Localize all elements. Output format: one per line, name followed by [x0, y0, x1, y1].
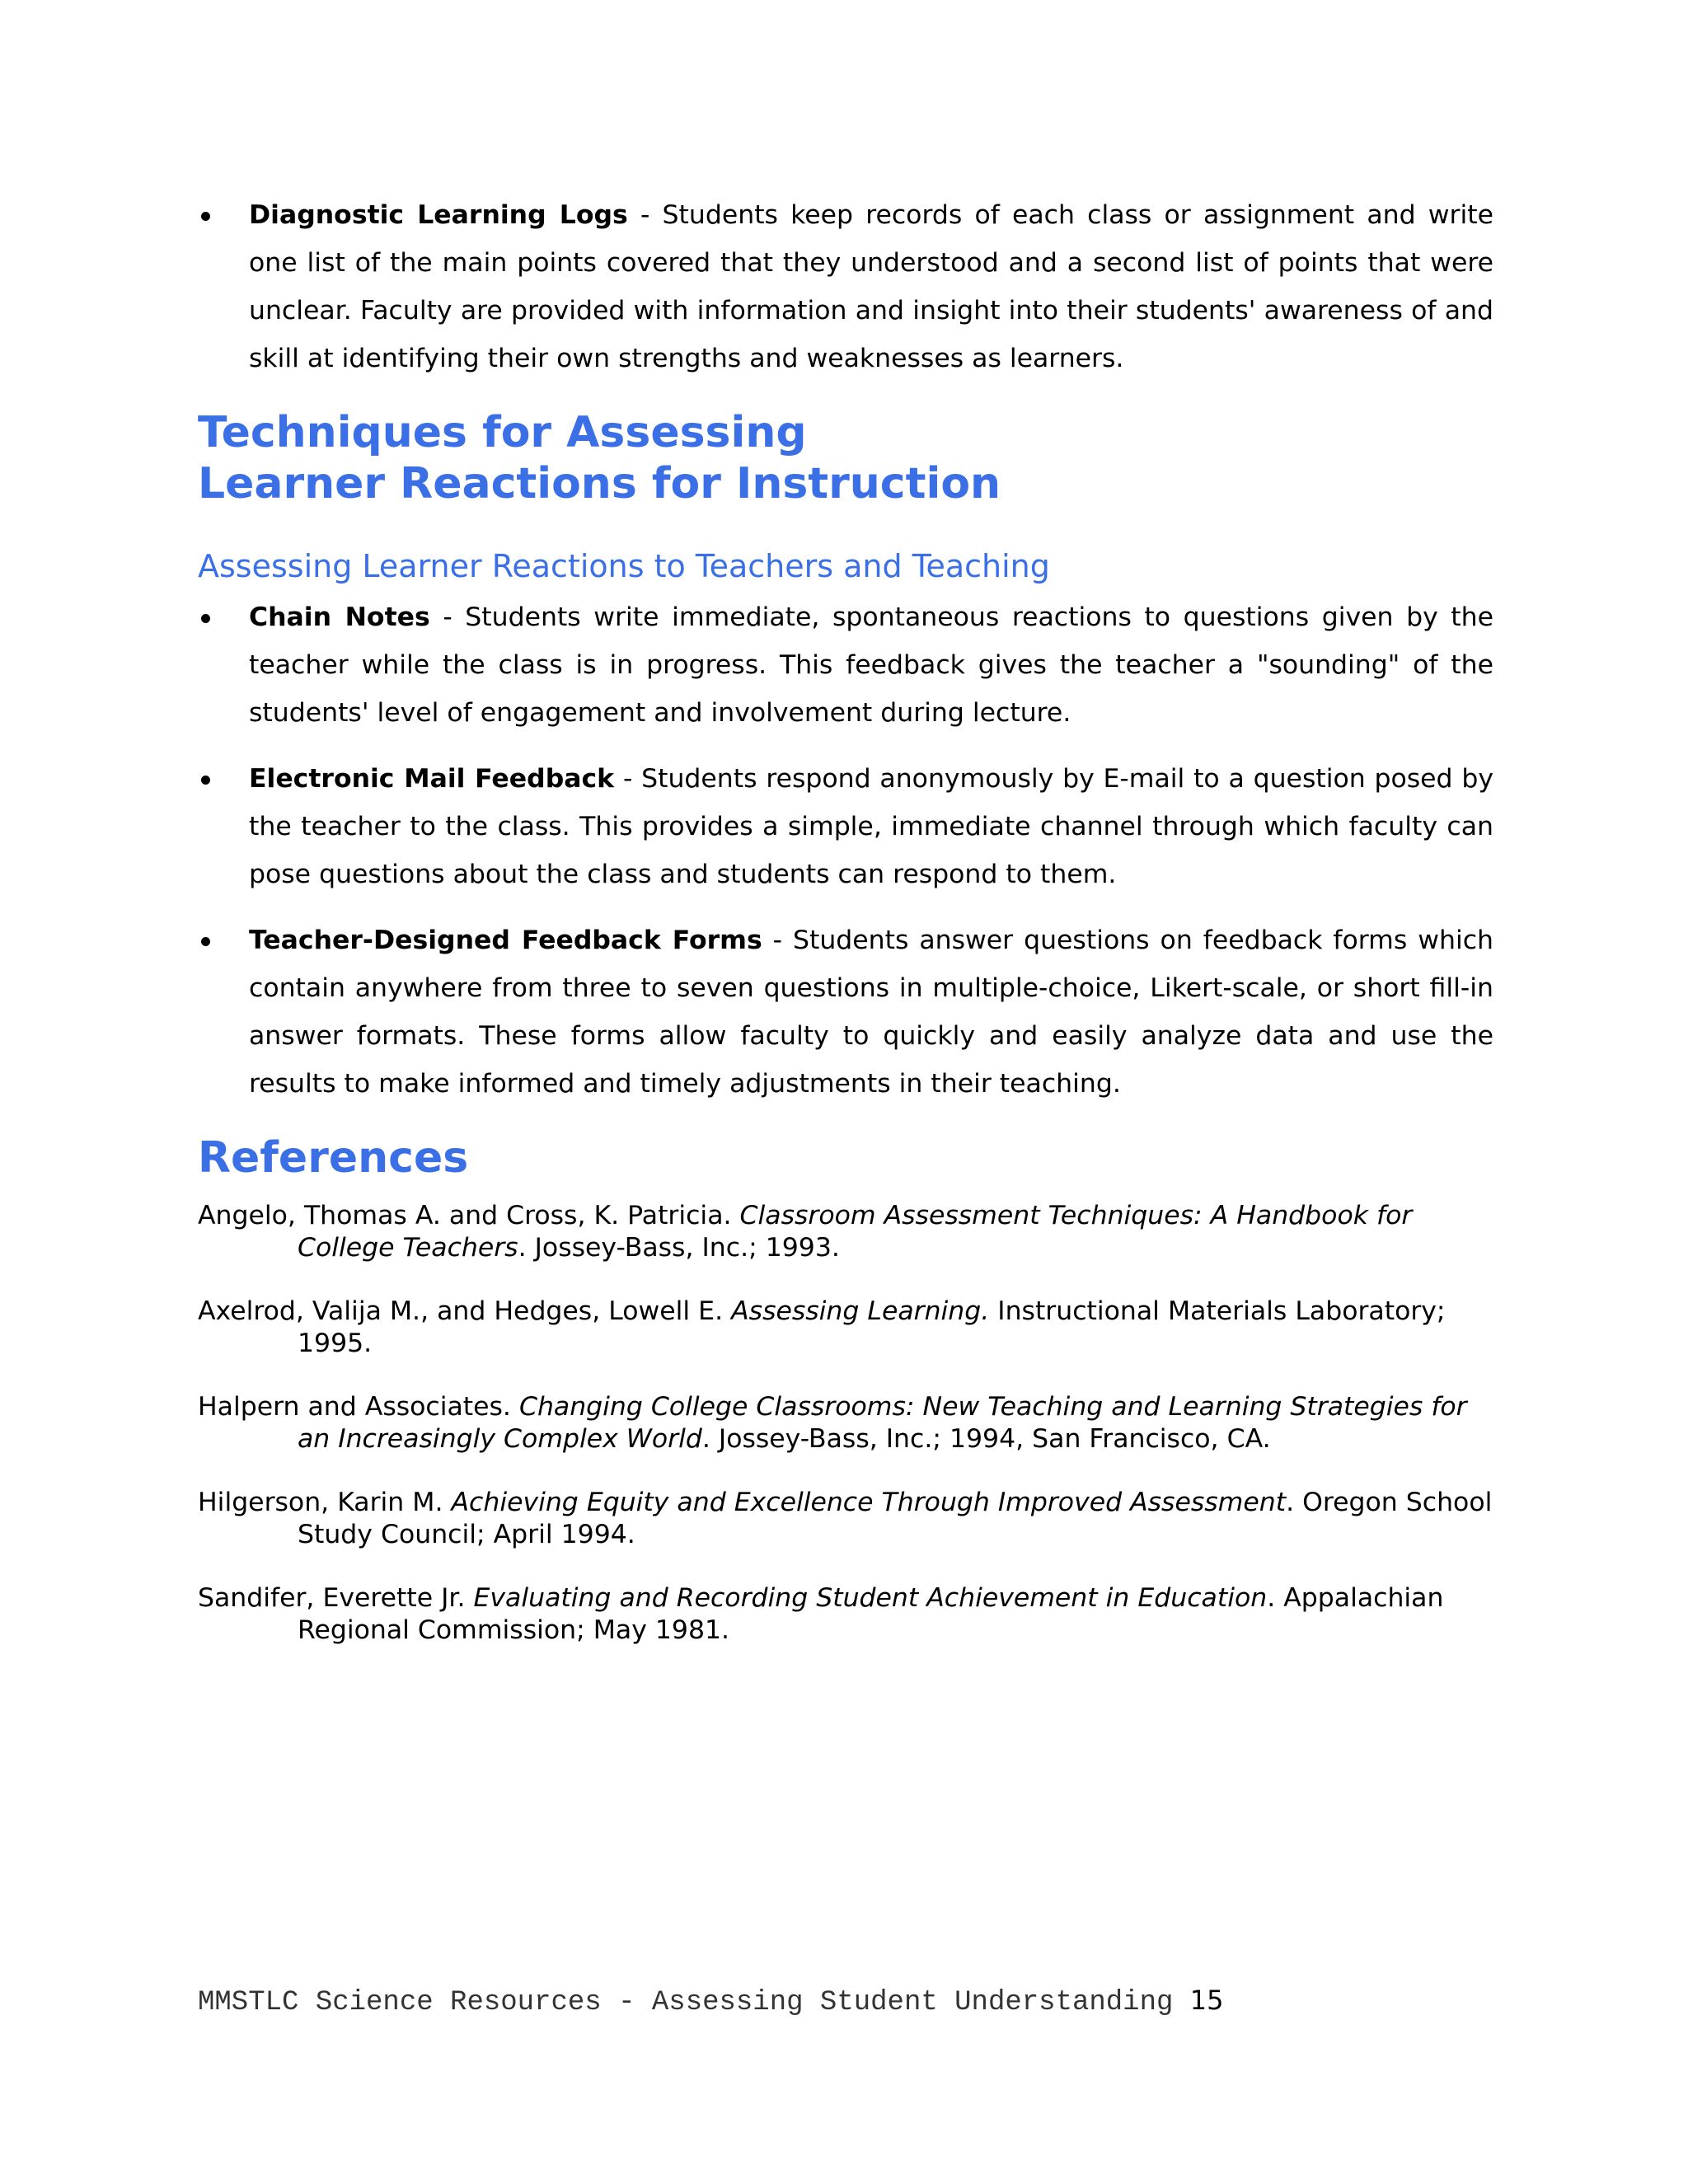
footer-text: MMSTLC Science Resources - Assessing Student Understanding: [198, 1987, 1190, 2018]
item-term: Teacher-Designed Feedback Forms: [249, 926, 762, 955]
subsection-title: Assessing Learner Reactions to Teachers and Teaching: [198, 548, 1050, 584]
reference-entry: [198, 1200, 1493, 1264]
references-title: References: [198, 1133, 469, 1183]
reference-author: Angelo, Thomas A. and Cross, K. Patricia.: [198, 1201, 740, 1230]
reference-publisher: . Oregon School Study Council; April 1994.: [298, 1488, 1493, 1549]
item-description: - Students write immediate, spontaneous reactions to questions given by the teacher while the class is in progress. This feedback gives the teacher a "sounding" of the students' level of engagement and involvement during lecture.: [249, 602, 1493, 728]
item-term: Chain Notes: [249, 602, 430, 632]
reference-entry: [198, 1487, 1493, 1551]
top-bullet-list: [198, 191, 1493, 382]
reference-title: Changing College Classrooms: New Teaching and Learning Strategies for an Increasingly Complex World: [298, 1392, 1467, 1454]
bullet-icon: [201, 776, 210, 785]
reference-title: Assessing Learning.: [731, 1296, 990, 1326]
reference-entry: [198, 1582, 1493, 1647]
reference-author: Hilgerson, Karin M.: [198, 1488, 452, 1517]
bullet-icon: [201, 614, 210, 623]
page-number: 15: [1189, 1985, 1224, 2016]
reference-title: Evaluating and Recording Student Achievement in Education: [473, 1583, 1268, 1613]
bullet-icon: [201, 212, 210, 221]
item-description: - Students answer questions on feedback forms which contain anywhere from three to seven questions in multiple-choice, Likert-scale, or short fill-in answer formats. These forms allow faculty to quickly and easily analyze data and use the results to make informed and timely adjustments in their teaching.: [249, 926, 1493, 1099]
reference-author: Axelrod, Valija M., and Hedges, Lowell E.: [198, 1296, 732, 1326]
reference-entry: [198, 1296, 1493, 1360]
bullet-icon: [201, 937, 210, 946]
list-item: [198, 755, 1493, 898]
section-title: [198, 407, 1493, 509]
section-title-line-1: Techniques for Assessing: [198, 408, 807, 457]
reference-title: Classroom Assessment Techniques: A Handbook for College Teachers: [298, 1201, 1413, 1263]
reference-title: Achieving Equity and Excellence Through Improved Assessment: [451, 1488, 1287, 1517]
reference-entry: [198, 1391, 1493, 1455]
list-item: [198, 916, 1493, 1108]
technique-list: [198, 593, 1493, 1108]
section-title-line-2: Learner Reactions for Instruction: [198, 459, 1001, 509]
reference-publisher: . Jossey-Bass, Inc.; 1994, San Francisco, CA.: [701, 1424, 1271, 1454]
item-term: Electronic Mail Feedback: [249, 764, 615, 794]
reference-author: Halpern and Associates.: [198, 1392, 519, 1422]
page-footer: [198, 1985, 1224, 2018]
reference-author: Sandifer, Everette Jr.: [198, 1583, 474, 1613]
item-description: - Students respond anonymously by E-mail to a question posed by the teacher to the class. This provides a simple, immediate channel through which faculty can pose questions about the class and students can respond to them.: [249, 764, 1493, 889]
reference-publisher: . Jossey-Bass, Inc.; 1993.: [518, 1233, 840, 1263]
list-item: [198, 593, 1493, 737]
reference-publisher: . Appalachian Regional Commission; May 1981.: [298, 1583, 1444, 1645]
item-description: - Students keep records of each class or assignment and write one list of the main points covered that they understood and a second list of points that were unclear. Faculty are provided with information and insight into their students' awareness of and skill at identifying their own strengths and weaknesses as learners.: [249, 200, 1493, 373]
list-item: [198, 191, 1493, 382]
reference-publisher: Instructional Materials Laboratory; 1995.: [298, 1296, 1446, 1358]
document-page: [198, 191, 1493, 1678]
reference-list: [198, 1200, 1493, 1647]
item-term: Diagnostic Learning Logs: [249, 200, 628, 230]
